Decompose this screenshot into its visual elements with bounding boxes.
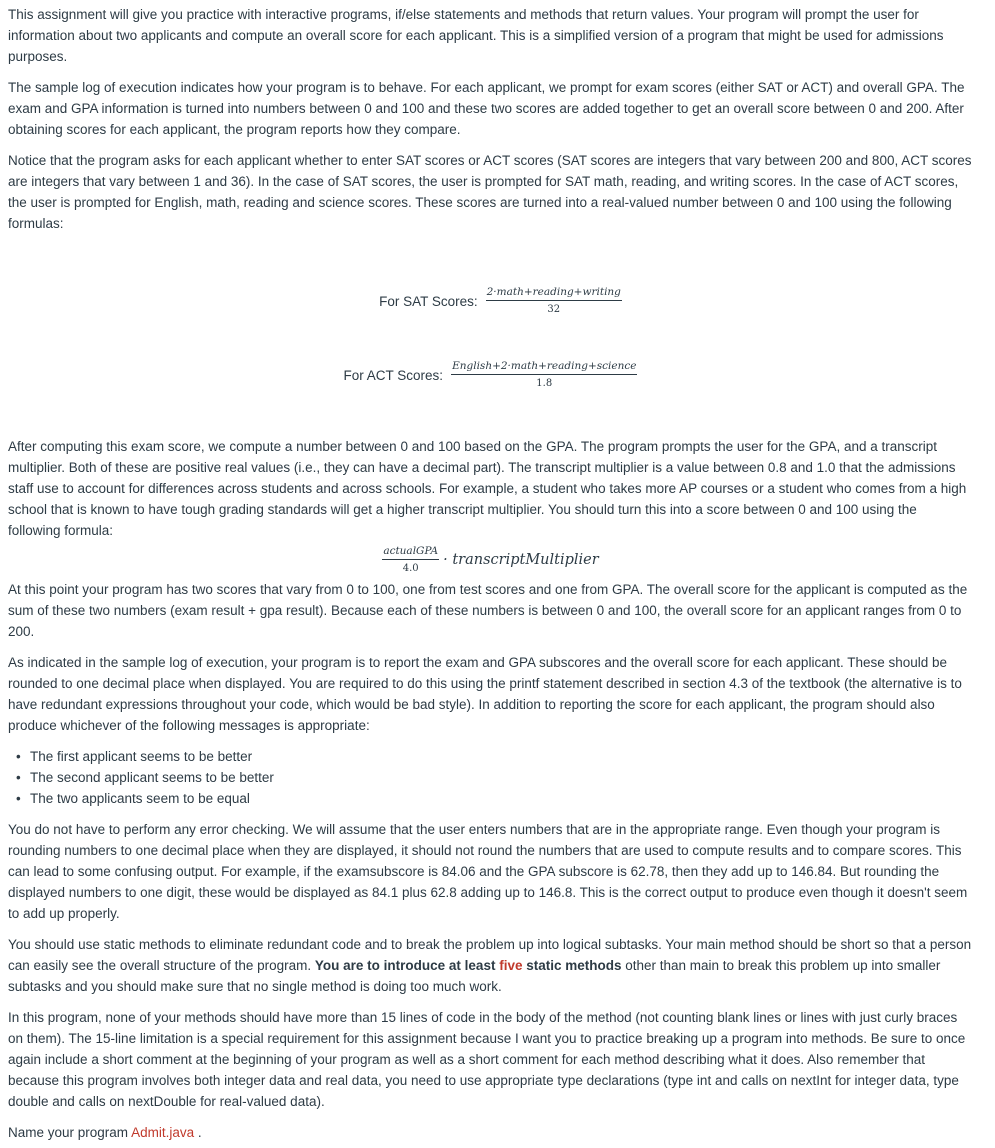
overall-score-paragraph: At this point your program has two scores that vary from 0 to 100, one from test scores and one from GPA. The overall score for the applicant is computed as the sum of these two numbers (exam result + gpa result). Because each of these numbers is between 0 and 100, the overall score for an applicant ranges from 0 to 200.: [8, 582, 968, 639]
program-name-link[interactable]: Admit.java: [131, 1125, 195, 1140]
sat-denominator: 32: [547, 304, 561, 315]
gpa-denominator: 4.0: [402, 563, 419, 574]
list-item: • The two applicants seem to be equal: [30, 788, 973, 809]
static-methods-emphasis-end: static methods: [522, 958, 622, 973]
act-fraction: [451, 360, 637, 390]
static-methods-text: You should use static methods to eliminate redundant code and to break the problem up into logical subtasks. Your main method should be short so that a person can easily see the overall structure of the program.: [8, 937, 972, 973]
gpa-formula: [8, 545, 973, 575]
list-item: • The second applicant seems to be better: [30, 767, 973, 788]
program-name-period: .: [194, 1125, 202, 1140]
error-checking-paragraph: You do not have to perform any error checking. We will assume that the user enters numbers that are in the appropriate range. Even though your program is rounding numbers to one decimal place when they are displayed, it should not round the numbers that are used to compute results and to compare scores. This can lead to some confusing output. For example, if the examsubscore is 84.06 and the GPA subscore is 62.78, then they add up to 146.84. But rounding the displayed numbers to one digit, these would be displayed as 84.1 plus 62.8 adding up to 146.8. This is the correct output to produce even though it doesn't seem to add up properly.: [8, 822, 968, 921]
sat-formula: [28, 286, 973, 316]
list-item: • The first applicant seems to be better: [30, 746, 973, 767]
act-denominator: 1.8: [536, 378, 553, 389]
gpa-numerator: actualGPA: [382, 545, 439, 560]
five-highlight: five: [499, 958, 523, 973]
intro-paragraph: This assignment will give you practice with interactive programs, if/else statements and methods that return values. Your program will prompt the user for information about two applicants and compute an overall score for each applicant. This is a simplified version of a program that might be used for admissions purposes.: [8, 7, 944, 64]
act-numerator: English+2·math+reading+science: [451, 360, 637, 375]
sat-formula-label: For SAT Scores:: [379, 293, 478, 309]
act-formula-label: For ACT Scores:: [343, 367, 444, 383]
sample-log-paragraph: The sample log of execution indicates how your program is to behave. For each applicant, we prompt for exam scores (either SAT or ACT) and overall GPA. The exam and GPA information is turned into numbers between 0 and 100 and these two scores are added together to get an overall score between 0 and 200. After obtaining scores for each applicant, the program reports how they compare.: [8, 80, 965, 137]
static-methods-emphasis: You are to introduce at least: [314, 958, 500, 973]
sat-fraction: [486, 286, 622, 316]
program-name-text: Name your program: [8, 1125, 132, 1140]
act-formula: [8, 360, 973, 390]
program-name-paragraph: [8, 1122, 973, 1143]
static-methods-paragraph: [8, 934, 973, 997]
gpa-multiplier: · transcriptMultiplier: [443, 551, 599, 568]
gpa-paragraph: After computing this exam score, we compute a number between 0 and 100 based on the GPA. The program prompts the user for the GPA, and a transcript multiplier. Both of these are positive real values (i.e., they can have a decimal part). The transcript multiplier is a value between 0.8 and 1.0 that the admissions staff use to account for differences across students and across schools. For example, a student who takes more AP courses or a student who comes from a high school that is known to have tough grading standards will get a higher transcript multiplier. You should turn this into a score between 0 and 100 using the following formula:: [8, 439, 967, 538]
line-limit-paragraph: In this program, none of your methods should have more than 15 lines of code in the body of the method (not counting blank lines or lines with just curly braces on them). The 15-line limitation is a special requirement for this assignment because I want you to practice breaking up a program into methods. Be sure to once again include a short comment at the beginning of your program as well as a short comment for each method describing what it does. Also remember that because this program involves both integer data and real data, you need to use appropriate type declarations (type int and calls on nextInt for integer data, type double and calls on nextDouble for real-valued data).: [8, 1010, 966, 1109]
sat-numerator: 2·math+reading+writing: [486, 286, 622, 301]
exam-type-paragraph: Notice that the program asks for each applicant whether to enter SAT scores or ACT scores (SAT scores are integers that vary between 200 and 800, ACT scores are integers that vary between 1 and 36). In the case of SAT scores, the user is prompted for SAT math, reading, and writing scores. In the case of ACT scores, the user is prompted for English, math, reading and science scores. These scores are turned into a real-valued number between 0 and 100 using the following formulas:: [8, 153, 972, 231]
gpa-fraction: [382, 545, 439, 575]
static-methods-tail: other than main to break this problem up into smaller subtasks and you should make sure that no single method is doing too much work.: [8, 958, 941, 994]
reporting-paragraph: As indicated in the sample log of execution, your program is to report the exam and GPA subscores and the overall score for each applicant. These should be rounded to one decimal place when displayed. You are required to do this using the printf statement described in section 4.3 of the textbook (the alternative is to have redundant expressions throughout your code, which would be bad style). In addition to reporting the score for each applicant, the program should also produce whichever of the following messages is appropriate:: [8, 655, 962, 733]
messages-list: [8, 746, 973, 809]
